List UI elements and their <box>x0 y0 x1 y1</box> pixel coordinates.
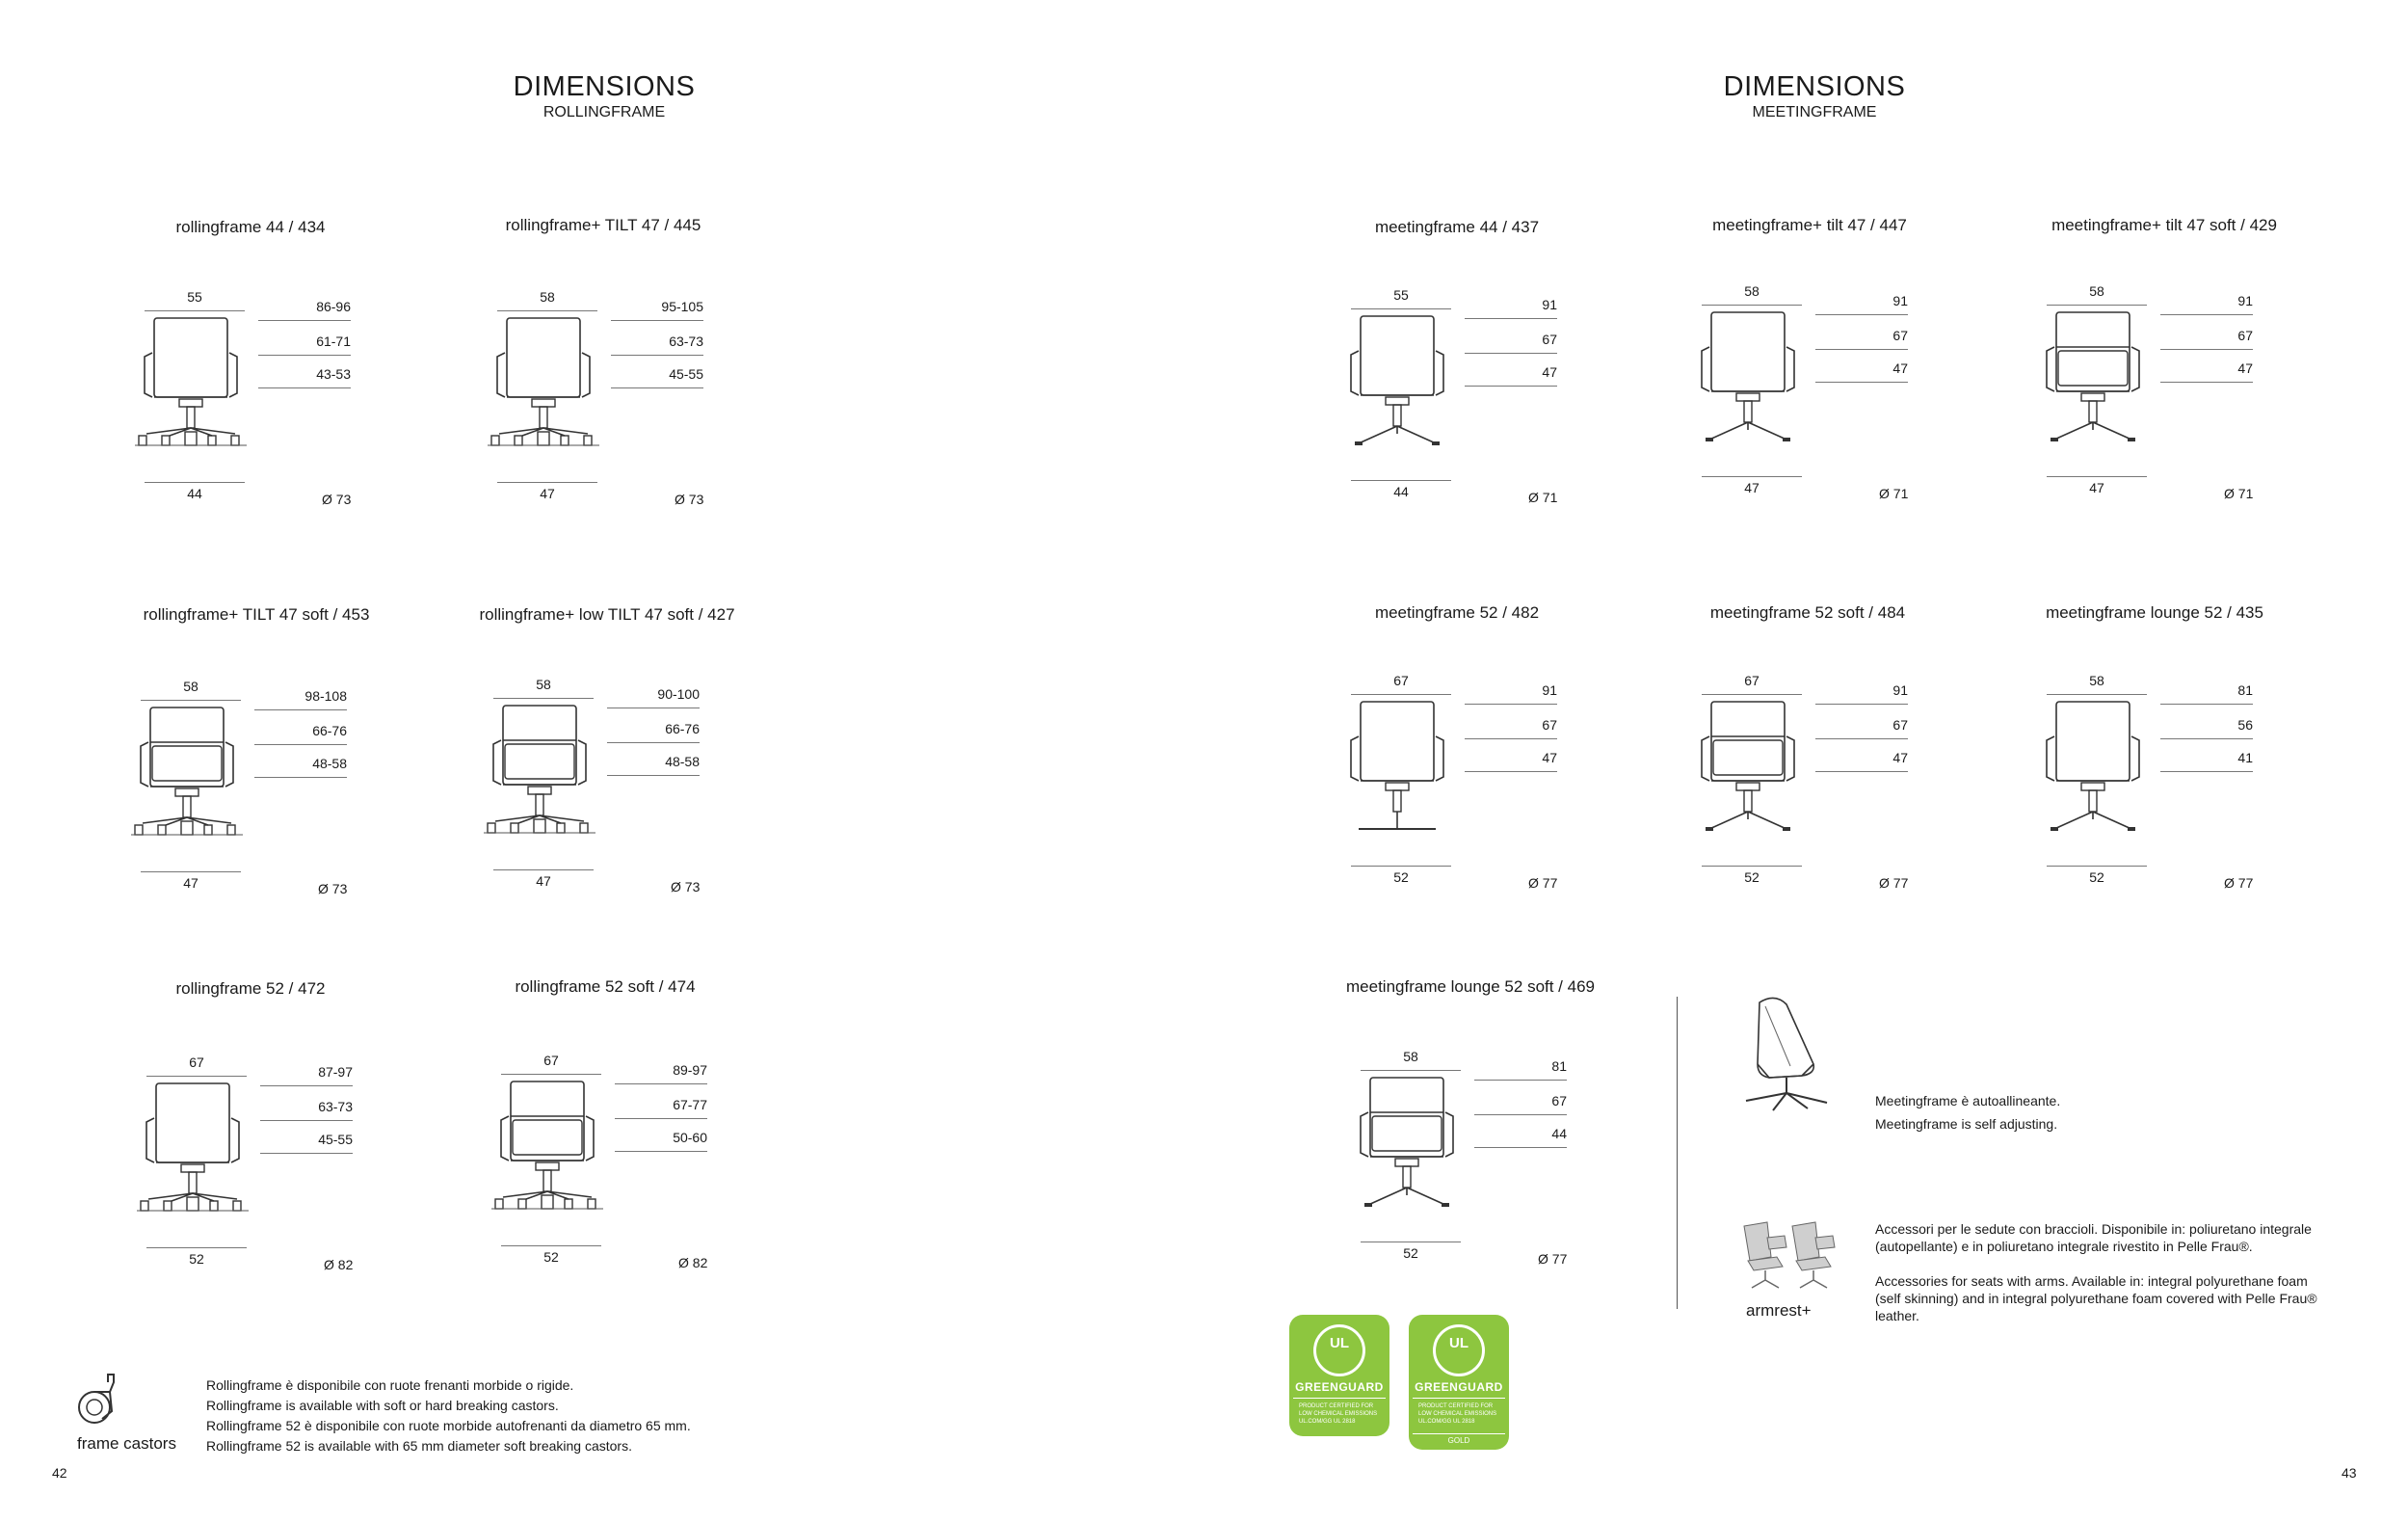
width-dimension: 67 <box>1744 673 1760 688</box>
width-dimension: 55 <box>187 289 202 305</box>
greenguard-certification-text: PRODUCT CERTIFIED FOR LOW CHEMICAL EMISSIONS UL.COM/GG UL 2818 <box>1293 1398 1386 1429</box>
height-dimension-line <box>611 320 703 321</box>
width-dimension: 67 <box>1393 673 1409 688</box>
chair-front-view-illustration <box>129 704 245 848</box>
height-dimension: 67 <box>1892 717 1908 733</box>
height-dimension: 67 <box>1542 332 1557 347</box>
height-dimension-line <box>2160 771 2253 772</box>
height-dimension: 45-55 <box>318 1132 353 1147</box>
height-dimension-line <box>611 387 703 388</box>
height-dimension-line <box>1465 704 1557 705</box>
chair-dimension-drawing <box>482 663 829 914</box>
width-dimension-line <box>145 310 245 311</box>
chair-front-view-illustration <box>2035 308 2151 453</box>
width-dimension: 58 <box>536 677 551 692</box>
greenguard-badge <box>1289 1315 1389 1436</box>
height-dimension: 63-73 <box>318 1099 353 1114</box>
base-diameter-dimension: Ø 77 <box>1528 875 1558 891</box>
height-dimension-line <box>260 1085 353 1086</box>
armrest-note-en: Accessories for seats with arms. Available in: integral polyurethane foam (self skinning) and in integral polyurethane foam covered with Pelle Frau® leather. <box>1875 1273 2317 1323</box>
height-dimension: 43-53 <box>316 366 351 382</box>
chair-front-view-illustration <box>1339 698 1455 842</box>
chair-model-title: meetingframe lounge 52 / 435 <box>2046 603 2263 622</box>
height-dimension-line <box>1465 386 1557 387</box>
height-dimension: 95-105 <box>661 299 703 314</box>
chair-model-title: meetingframe lounge 52 soft / 469 <box>1346 977 1595 996</box>
left-page-subtitle: ROLLINGFRAME <box>542 104 666 120</box>
chair-dimension-drawing <box>129 665 476 916</box>
depth-dimension: 47 <box>183 875 198 891</box>
height-dimension-line <box>1815 771 1908 772</box>
height-dimension: 67 <box>1542 717 1557 733</box>
armrest-note-it: Accessori per le sedute con braccioli. Disponibile in: poliuretano integrale (autopellante) e in poliuretano integrale rivestito in Pelle Frau®. <box>1875 1221 2312 1254</box>
depth-dimension: 52 <box>189 1251 204 1267</box>
height-dimension: 81 <box>1551 1058 1567 1074</box>
chair-model-title: meetingframe+ tilt 47 / 447 <box>1712 216 1907 234</box>
height-dimension: 90-100 <box>657 686 700 702</box>
height-dimension-line <box>1465 353 1557 354</box>
depth-dimension-line <box>1351 866 1451 867</box>
height-dimension: 61-71 <box>316 334 351 349</box>
height-dimension-line <box>1465 771 1557 772</box>
height-dimension-line <box>1815 349 1908 350</box>
depth-dimension-line <box>141 871 241 872</box>
depth-dimension-line <box>2047 476 2147 477</box>
height-dimension: 81 <box>2237 682 2253 698</box>
height-dimension-line <box>254 744 347 745</box>
base-diameter-dimension: Ø 71 <box>2224 486 2254 501</box>
base-diameter-dimension: Ø 77 <box>1879 875 1909 891</box>
right-page-subtitle: MEETINGFRAME <box>1752 104 1877 120</box>
height-dimension: 67 <box>1892 328 1908 343</box>
depth-dimension-line <box>1351 480 1451 481</box>
width-dimension: 58 <box>540 289 555 305</box>
greenguard-brand: GREENGUARD <box>1295 1380 1384 1394</box>
width-dimension-line <box>2047 305 2147 306</box>
castors-note-3: Rollingframe 52 è disponibile con ruote morbide autofrenanti da diametro 65 mm. <box>206 1418 691 1433</box>
self-adjust-notes <box>1875 1089 2261 1135</box>
height-dimension: 91 <box>1542 682 1557 698</box>
chair-front-view-illustration <box>133 314 249 459</box>
height-dimension-line <box>607 742 700 743</box>
height-dimension-line <box>254 777 347 778</box>
depth-dimension-line <box>493 869 594 870</box>
chair-dimension-drawing <box>135 1041 482 1292</box>
chair-model-title: meetingframe 52 / 482 <box>1374 603 1540 622</box>
width-dimension-line <box>501 1074 601 1075</box>
chair-front-view-illustration <box>1690 698 1806 842</box>
base-diameter-dimension: Ø 82 <box>678 1255 708 1270</box>
chair-dimension-drawing <box>2035 270 2382 521</box>
chair-model-title: meetingframe 44 / 437 <box>1374 218 1540 236</box>
armrest-label: armrest+ <box>1746 1301 1812 1320</box>
width-dimension-line <box>1351 308 1451 309</box>
height-dimension-line <box>1474 1080 1567 1081</box>
greenguard-gold-certification-text: PRODUCT CERTIFIED FOR LOW CHEMICAL EMISSIONS UL.COM/GG UL 2818 <box>1413 1398 1505 1429</box>
height-dimension-line <box>260 1120 353 1121</box>
castors-note-4: Rollingframe 52 is available with 65 mm diameter soft breaking castors. <box>206 1438 632 1454</box>
depth-dimension: 52 <box>2089 869 2104 885</box>
chair-front-view-illustration <box>2035 698 2151 842</box>
height-dimension-line <box>2160 382 2253 383</box>
chair-dimension-drawing <box>1690 659 2037 910</box>
width-dimension: 67 <box>543 1053 559 1068</box>
depth-dimension: 47 <box>536 873 551 889</box>
height-dimension: 47 <box>1542 364 1557 380</box>
height-dimension: 66-76 <box>312 723 347 738</box>
ul-logo-icon: UL <box>1433 1324 1485 1376</box>
height-dimension-line <box>2160 349 2253 350</box>
height-dimension: 47 <box>1542 750 1557 765</box>
height-dimension-line <box>1815 704 1908 705</box>
chair-dimension-drawing <box>2035 659 2382 910</box>
chair-model-title: meetingframe 52 soft / 484 <box>1709 603 1906 622</box>
height-dimension: 91 <box>1892 682 1908 698</box>
chair-front-view-illustration <box>482 702 597 846</box>
width-dimension: 58 <box>1403 1049 1418 1064</box>
height-dimension: 67-77 <box>673 1097 707 1112</box>
depth-dimension-line <box>146 1247 247 1248</box>
width-dimension-line <box>2047 694 2147 695</box>
depth-dimension-line <box>1702 476 1802 477</box>
castors-note-1: Rollingframe è disponibile con ruote frenanti morbide o rigide. <box>206 1377 574 1393</box>
base-diameter-dimension: Ø 77 <box>1538 1251 1568 1267</box>
base-diameter-dimension: Ø 73 <box>318 881 348 896</box>
greenguard-gold-brand: GREENGUARD <box>1415 1380 1503 1394</box>
height-dimension-line <box>615 1083 707 1084</box>
height-dimension-line <box>607 775 700 776</box>
depth-dimension-line <box>1702 866 1802 867</box>
height-dimension: 56 <box>2237 717 2253 733</box>
width-dimension: 58 <box>2089 283 2104 299</box>
base-diameter-dimension: Ø 77 <box>2224 875 2254 891</box>
height-dimension-line <box>2160 314 2253 315</box>
castors-note-2: Rollingframe is available with soft or hard breaking castors. <box>206 1398 559 1413</box>
chair-model-title: rollingframe 44 / 434 <box>175 218 326 236</box>
castors-label: frame castors <box>77 1434 176 1453</box>
width-dimension-line <box>497 310 597 311</box>
width-dimension-line <box>1702 694 1802 695</box>
height-dimension: 91 <box>1892 293 1908 308</box>
chair-model-title: rollingframe 52 soft / 474 <box>515 977 696 996</box>
height-dimension-line <box>615 1151 707 1152</box>
depth-dimension: 52 <box>1403 1245 1418 1261</box>
chair-dimension-drawing <box>1339 274 1686 524</box>
height-dimension: 67 <box>2237 328 2253 343</box>
base-diameter-dimension: Ø 73 <box>322 492 352 507</box>
ul-logo-icon: UL <box>1313 1324 1365 1376</box>
width-dimension: 58 <box>1744 283 1760 299</box>
height-dimension-line <box>258 355 351 356</box>
armrest-notes <box>1875 1220 2328 1324</box>
greenguard-gold-badge <box>1409 1315 1509 1450</box>
depth-dimension-line <box>501 1245 601 1246</box>
width-dimension-line <box>1351 694 1451 695</box>
depth-dimension: 44 <box>187 486 202 501</box>
height-dimension-line <box>1465 738 1557 739</box>
chair-dimension-drawing <box>1339 659 1686 910</box>
base-diameter-dimension: Ø 73 <box>671 879 701 895</box>
base-diameter-dimension: Ø 71 <box>1528 490 1558 505</box>
height-dimension: 98-108 <box>304 688 347 704</box>
height-dimension-line <box>1465 318 1557 319</box>
width-dimension: 58 <box>183 679 198 694</box>
self-adjust-note-en: Meetingframe is self adjusting. <box>1875 1116 2058 1132</box>
chair-front-view-illustration <box>490 1078 605 1222</box>
height-dimension: 41 <box>2237 750 2253 765</box>
chair-dimension-drawing <box>1690 270 2037 521</box>
self-adjust-note-it: Meetingframe è autoallineante. <box>1875 1093 2061 1108</box>
height-dimension-line <box>1474 1147 1567 1148</box>
chair-front-view-illustration <box>486 314 601 459</box>
width-dimension-line <box>1361 1070 1461 1071</box>
height-dimension: 47 <box>2237 360 2253 376</box>
width-dimension: 58 <box>2089 673 2104 688</box>
height-dimension: 91 <box>2237 293 2253 308</box>
height-dimension-line <box>611 355 703 356</box>
chair-dimension-drawing <box>1349 1035 1696 1286</box>
height-dimension: 66-76 <box>665 721 700 736</box>
height-dimension-line <box>2160 738 2253 739</box>
right-page-title: DIMENSIONS <box>1723 71 1906 102</box>
height-dimension-line <box>260 1153 353 1154</box>
height-dimension: 48-58 <box>665 754 700 769</box>
height-dimension: 45-55 <box>669 366 703 382</box>
chair-dimension-drawing <box>133 276 480 526</box>
chair-front-view-illustration <box>1349 1074 1465 1218</box>
height-dimension-line <box>258 320 351 321</box>
castor-icon <box>73 1373 127 1430</box>
height-dimension: 47 <box>1892 360 1908 376</box>
height-dimension: 67 <box>1551 1093 1567 1108</box>
height-dimension: 50-60 <box>673 1130 707 1145</box>
depth-dimension-line <box>497 482 597 483</box>
chair-model-title: meetingframe+ tilt 47 soft / 429 <box>2051 216 2277 234</box>
height-dimension: 87-97 <box>318 1064 353 1080</box>
depth-dimension: 47 <box>2089 480 2104 495</box>
chair-model-title: rollingframe+ TILT 47 soft / 453 <box>143 605 370 624</box>
chair-dimension-drawing <box>490 1039 836 1290</box>
width-dimension-line <box>141 700 241 701</box>
chair-front-view-illustration <box>1690 308 1806 453</box>
height-dimension: 91 <box>1542 297 1557 312</box>
height-dimension: 89-97 <box>673 1062 707 1078</box>
depth-dimension-line <box>145 482 245 483</box>
height-dimension-line <box>254 709 347 710</box>
height-dimension-line <box>1474 1114 1567 1115</box>
height-dimension-line <box>1815 314 1908 315</box>
depth-dimension: 47 <box>1744 480 1760 495</box>
depth-dimension: 47 <box>540 486 555 501</box>
height-dimension-line <box>2160 704 2253 705</box>
left-page-title: DIMENSIONS <box>513 71 696 102</box>
depth-dimension: 52 <box>1393 869 1409 885</box>
width-dimension: 55 <box>1393 287 1409 303</box>
right-page-number: 43 <box>2342 1465 2357 1481</box>
depth-dimension: 52 <box>1744 869 1760 885</box>
height-dimension: 44 <box>1551 1126 1567 1141</box>
greenguard-gold-tier: GOLD <box>1413 1433 1505 1447</box>
width-dimension-line <box>146 1076 247 1077</box>
base-diameter-dimension: Ø 73 <box>675 492 704 507</box>
height-dimension: 48-58 <box>312 756 347 771</box>
chair-front-view-illustration <box>1339 312 1455 457</box>
vertical-divider <box>1677 997 1678 1309</box>
height-dimension-line <box>1815 738 1908 739</box>
chair-dimension-drawing <box>486 276 833 526</box>
chair-model-title: rollingframe+ low TILT 47 soft / 427 <box>479 605 735 624</box>
height-dimension: 63-73 <box>669 334 703 349</box>
chair-model-title: rollingframe+ TILT 47 / 445 <box>505 216 701 234</box>
height-dimension-line <box>258 387 351 388</box>
height-dimension: 86-96 <box>316 299 351 314</box>
base-diameter-dimension: Ø 82 <box>324 1257 354 1272</box>
height-dimension-line <box>1815 382 1908 383</box>
chair-front-view-illustration <box>135 1080 251 1224</box>
depth-dimension: 52 <box>543 1249 559 1265</box>
left-page-number: 42 <box>52 1465 67 1481</box>
width-dimension: 67 <box>189 1055 204 1070</box>
depth-dimension-line <box>2047 866 2147 867</box>
depth-dimension: 44 <box>1393 484 1409 499</box>
chair-model-title: rollingframe 52 / 472 <box>175 979 326 998</box>
height-dimension-line <box>615 1118 707 1119</box>
self-adjusting-chair-illustration <box>1731 993 1846 1112</box>
armrest-chairs-illustration <box>1738 1218 1854 1292</box>
castors-notes <box>206 1375 881 1456</box>
width-dimension-line <box>493 698 594 699</box>
width-dimension-line <box>1702 305 1802 306</box>
base-diameter-dimension: Ø 71 <box>1879 486 1909 501</box>
height-dimension: 47 <box>1892 750 1908 765</box>
